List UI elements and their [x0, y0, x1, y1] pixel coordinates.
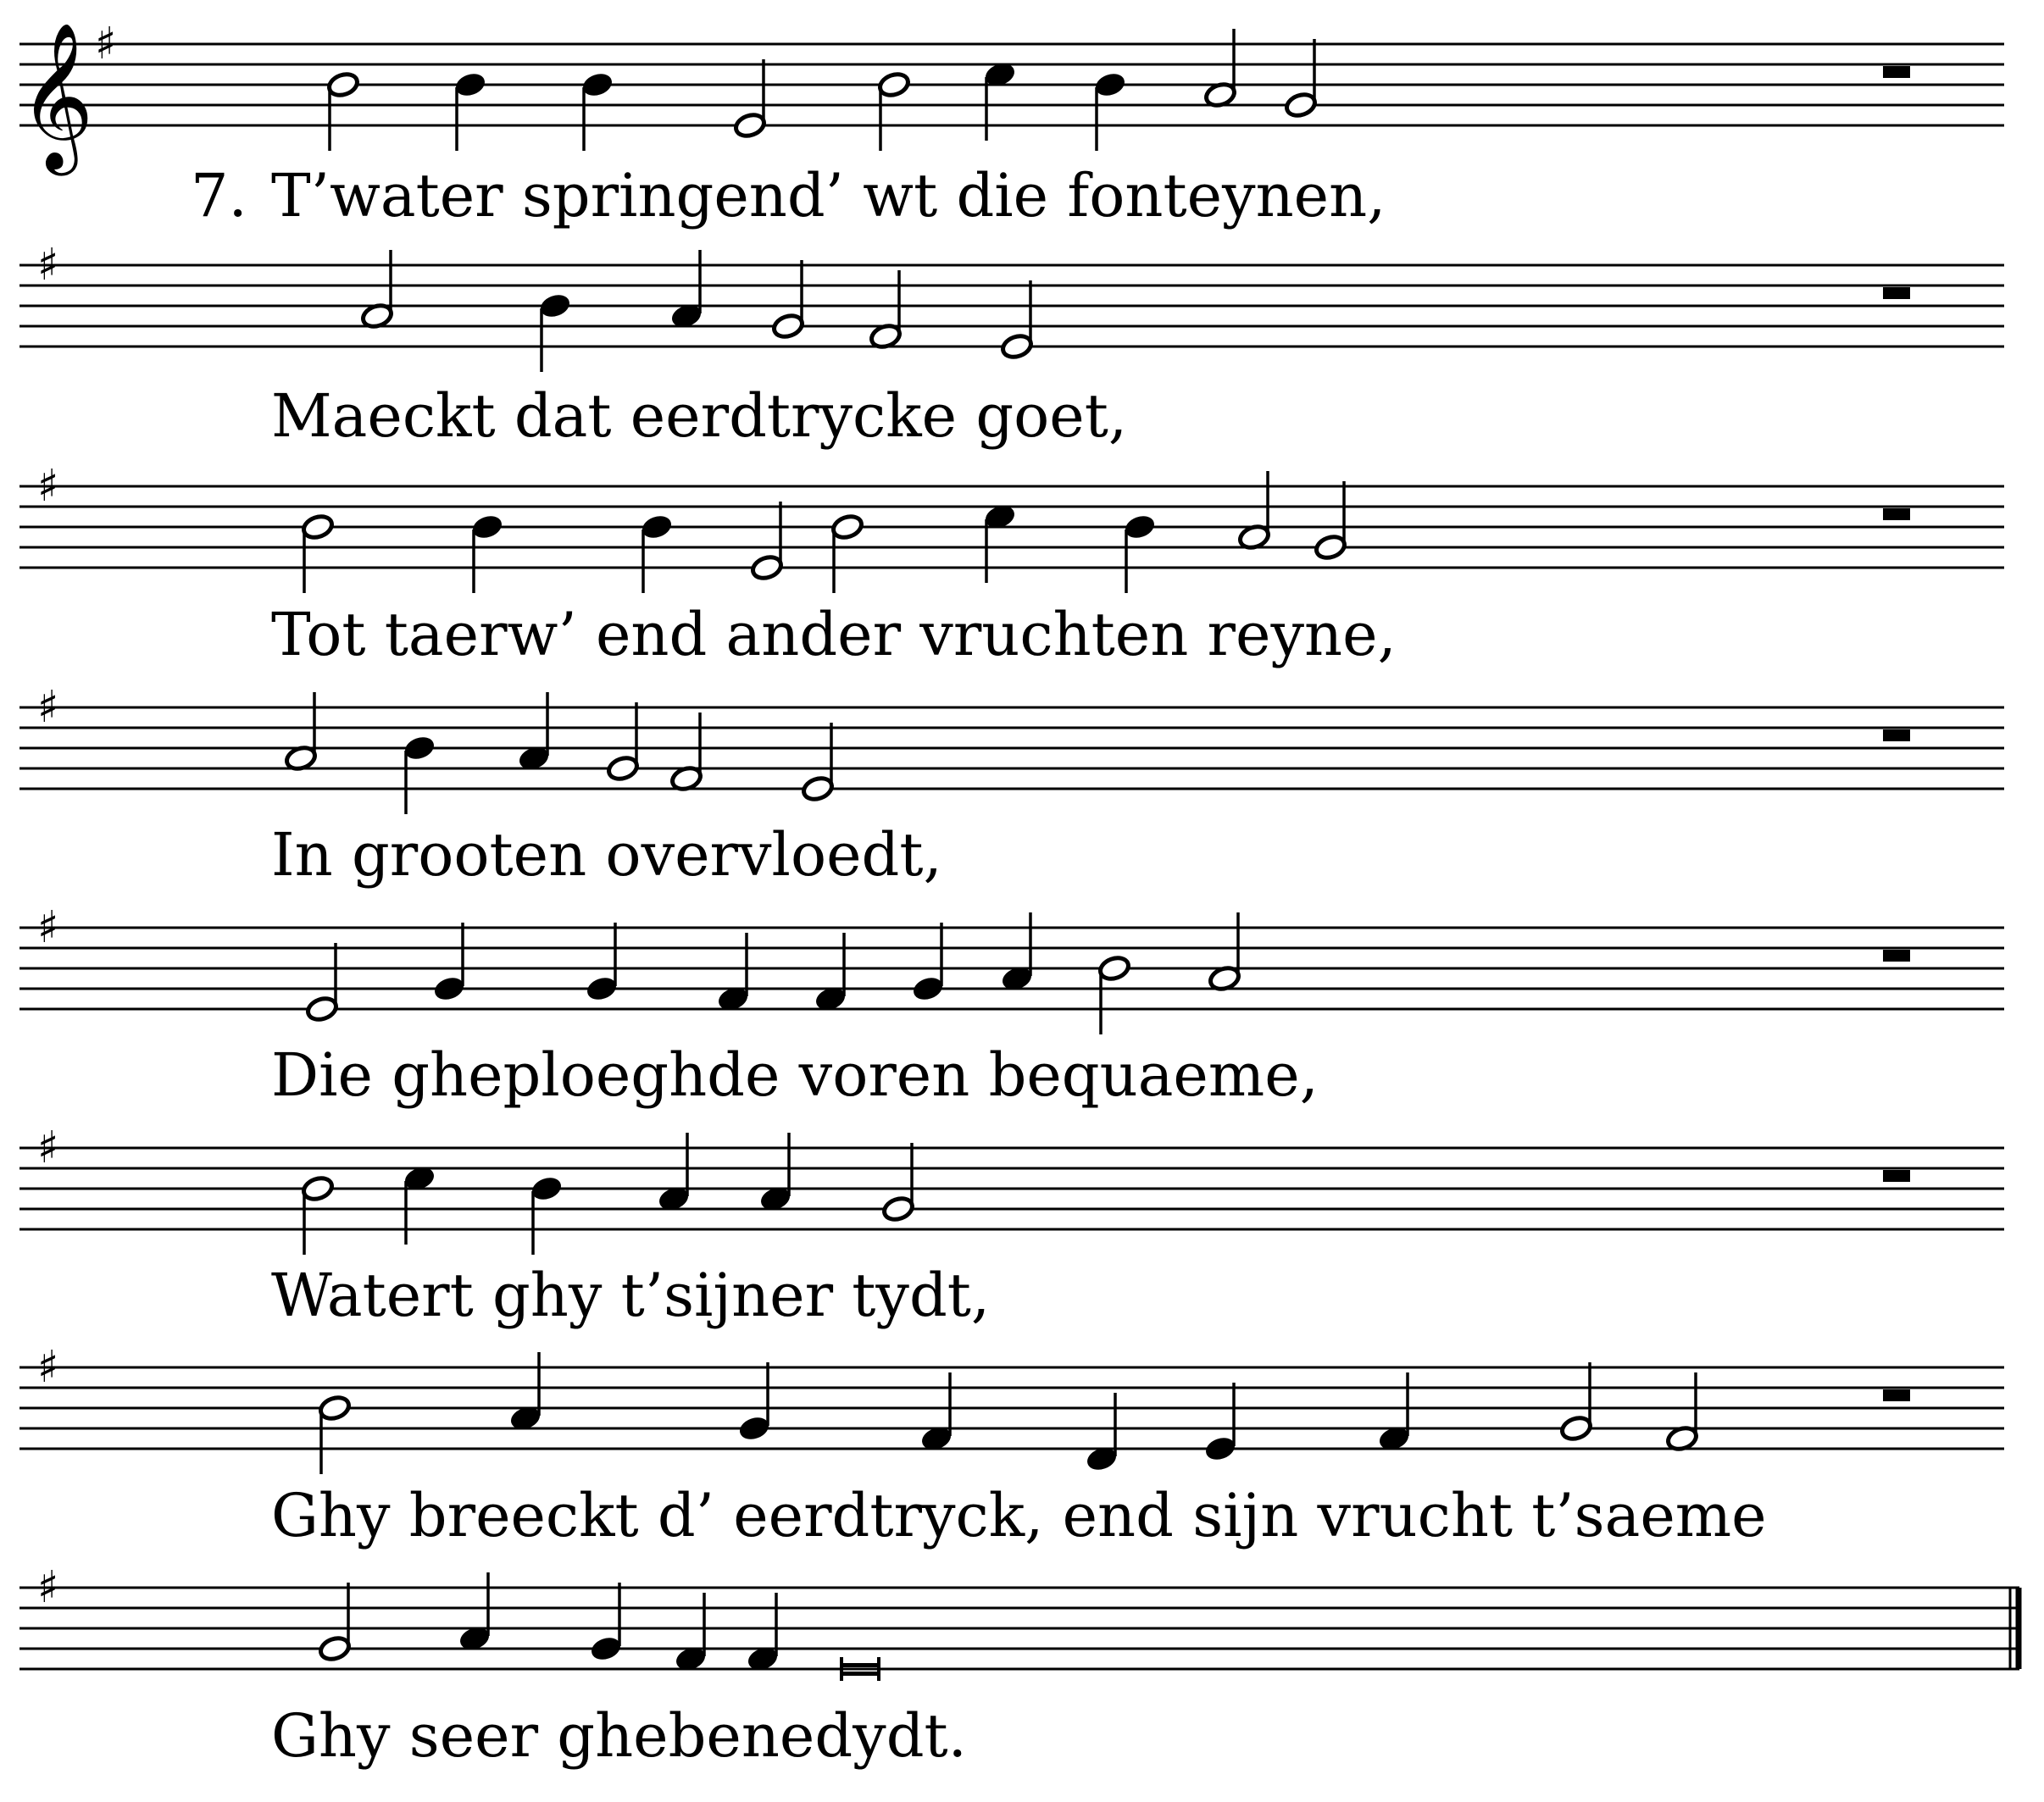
lyric-line-3: Tot taerw’ end ander vruchten reyne, — [271, 600, 1397, 669]
quarter-note — [737, 1414, 771, 1442]
half-note — [771, 312, 805, 340]
sharp-icon: ♯ — [37, 1342, 59, 1393]
staff-system — [19, 902, 2004, 1034]
quarter-note — [538, 291, 572, 319]
quarter-note — [911, 974, 945, 1002]
half-note — [318, 1394, 352, 1422]
sharp-icon: ♯ — [37, 1562, 59, 1613]
quarter-note — [530, 1174, 564, 1202]
lyric-line-7: Ghy breeckt d’ eerdtryck, end sijn vrucht t’saeme — [271, 1481, 1767, 1550]
rest-icon — [1883, 1389, 1910, 1401]
staff-system — [19, 1123, 2004, 1255]
half-note — [750, 553, 784, 581]
half-note — [877, 70, 911, 98]
half-note — [326, 70, 360, 98]
quarter-note — [1093, 70, 1127, 98]
half-note — [606, 754, 640, 782]
half-note — [301, 513, 335, 541]
lyric-line-1: T’water springend’ wt die fonteynen, — [271, 161, 1386, 230]
half-note — [1097, 954, 1131, 982]
sharp-icon: ♯ — [37, 1123, 59, 1173]
lyric-line-4: In grooten overvloedt, — [271, 820, 942, 890]
treble-clef-icon: 𝄞 — [19, 22, 94, 169]
rest-icon — [1883, 66, 1910, 78]
rest-icon — [1883, 1170, 1910, 1182]
breve-top — [843, 1663, 877, 1667]
sharp-icon: ♯ — [37, 902, 59, 953]
staff-system — [19, 461, 2004, 593]
sharp-icon: ♯ — [37, 682, 59, 733]
half-note — [1284, 91, 1318, 119]
quarter-note — [453, 70, 487, 98]
breve-bottom — [843, 1672, 877, 1676]
sharp-icon: ♯ — [95, 19, 117, 69]
half-note — [801, 774, 835, 802]
staff-system — [19, 240, 2004, 372]
lyric-line-5: Die gheploeghde voren bequaeme, — [271, 1040, 1319, 1110]
lyric-line-8: Ghy seer ghebenedydt. — [271, 1701, 967, 1771]
quarter-note — [432, 974, 466, 1002]
quarter-note — [403, 734, 436, 762]
staff-system — [19, 19, 2004, 176]
half-note — [318, 1634, 352, 1662]
quarter-note — [580, 70, 614, 98]
quarter-note — [470, 513, 504, 541]
half-note — [1559, 1414, 1593, 1442]
verse-number: 7. — [191, 161, 247, 230]
staff-system — [19, 682, 2004, 814]
quarter-note — [1123, 513, 1157, 541]
half-note — [733, 111, 767, 139]
quarter-note — [589, 1634, 623, 1662]
half-note — [881, 1195, 915, 1223]
quarter-note — [640, 513, 674, 541]
staff-system — [19, 1342, 2004, 1474]
staff-system — [19, 1562, 2019, 1681]
lyric-line-2: Maeckt dat eerdtrycke goet, — [271, 381, 1128, 451]
quarter-note — [1203, 1434, 1237, 1462]
half-note — [830, 513, 864, 541]
half-note — [301, 1174, 335, 1202]
rest-icon — [1883, 729, 1910, 741]
quarter-note — [585, 974, 619, 1002]
half-note — [1000, 332, 1034, 360]
half-note — [1314, 533, 1347, 561]
rest-icon — [1883, 287, 1910, 299]
half-note — [305, 995, 339, 1023]
rest-icon — [1883, 508, 1910, 520]
sharp-icon: ♯ — [37, 461, 59, 512]
lyric-line-6: Watert ghy t’sijner tydt, — [271, 1261, 991, 1330]
rest-icon — [1883, 950, 1910, 962]
sharp-icon: ♯ — [37, 240, 59, 291]
